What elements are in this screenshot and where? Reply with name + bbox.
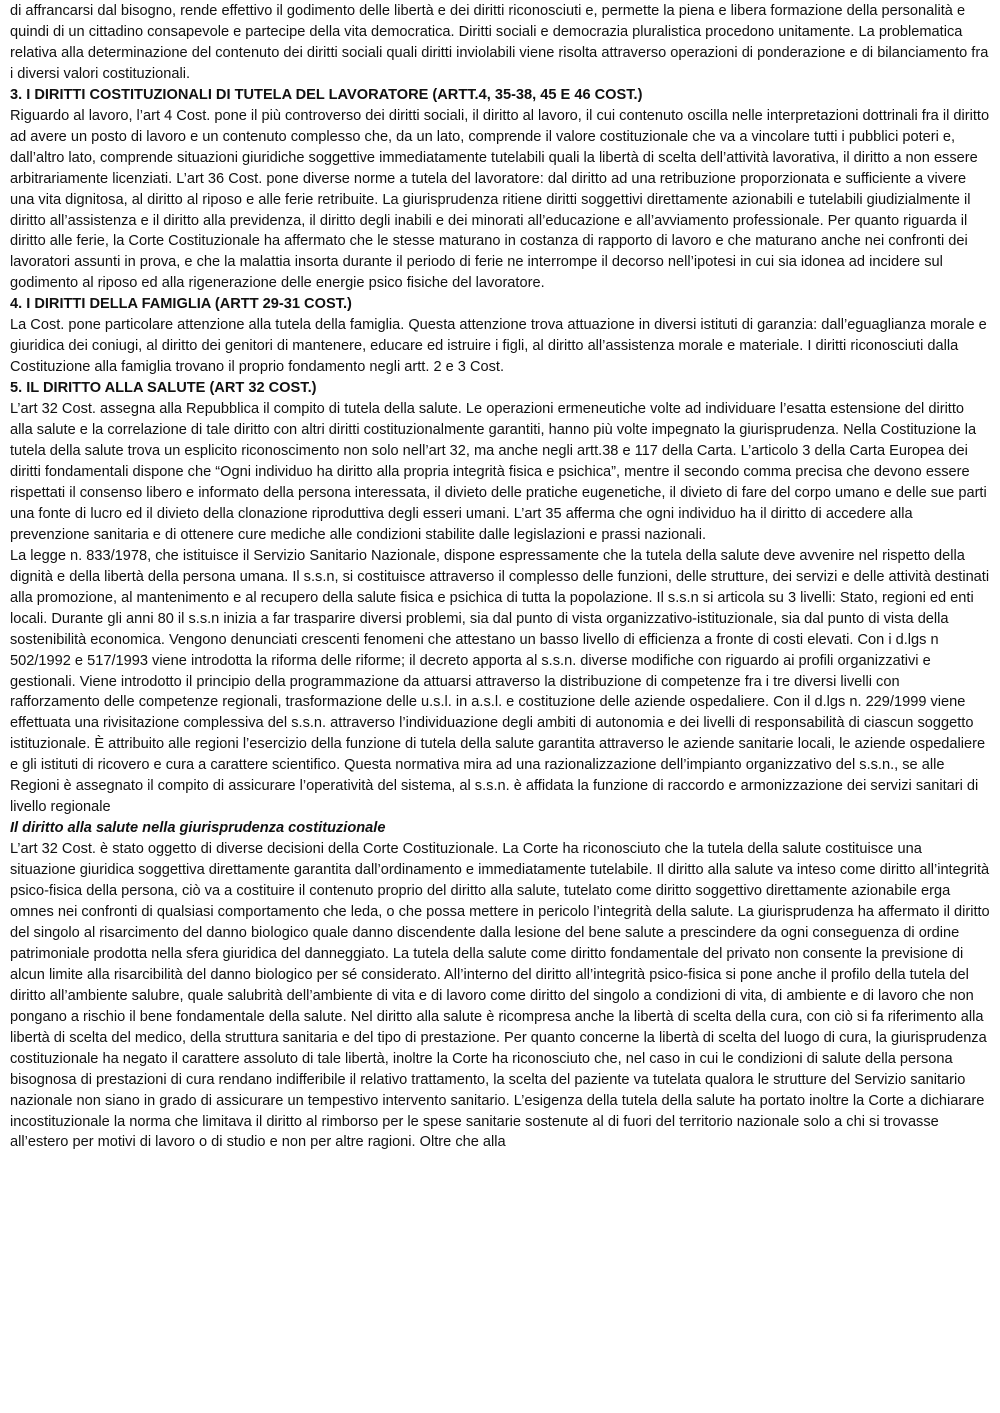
- section-5-heading: 5. IL DIRITTO ALLA SALUTE (ART 32 COST.): [10, 380, 317, 397]
- section-4-heading: 4. I DIRITTI DELLA FAMIGLIA (ARTT 29-31 COST.): [10, 296, 352, 313]
- section-5-paragraph-2: La legge n. 833/1978, che istituisce il Servizio Sanitario Nazionale, dispone espressamente che la tutela della salute deve avvenire nel rispetto della dignità e della libertà della persona umana. Il s.s.n, si costituisce attraverso il complesso delle funzioni, delle strutture, dei servizi e delle attività destinati alla promozione, al mantenimento e al recupero della salute fisica e psichica di tutta la popolazione. Il s.s.n si articola su 3 livelli: Stato, regioni ed enti locali. Durante gli anni 80 il s.s.n inizia a far trasparire diversi problemi, sia dal punto di vista organizzativo-istituzionale, sia dal punto di vista della sostenibilità economica. Vengono denunciati crescenti fenomeni che attestano un basso livello di efficienza a fronte di costi elevati. Con i d.lgs n 502/1992 e 517/1993 viene introdotta la riforma delle riforme; il decreto apporta al s.s.n. diverse modifiche con riguardo ai profili organizzativi e gestionali. Viene introdotto il principio della programmazione da attuarsi attraverso la distribuzione di competenze fra i tre diversi livelli con rafforzamento delle competenze regionali, trasformazione delle u.s.l. in a.s.l. e costituzione delle aziende ospedaliere. Con il d.lgs n. 229/1999 viene effettuata una rivisitazione complessiva del s.s.n. attraverso l’individuazione degli ambiti di autonomia e dei livelli di responsabilità di ciascun soggetto istituzionale. È attribuito alle regioni l’esercizio della funzione di tutela della salute garantita attraverso le aziende sanitarie locali, le aziende ospedaliere e gli istituti di ricovero e cura a carattere scientifico. Questa normativa mira ad una razionalizzazione dell’impianto organizzativo del s.s.n., se alle Regioni è assegnato il compito di assicurare l’operatività del sistema, al s.s.n. è affidata la funzione di raccordo e armonizzazione dei servizi sanitari di livello regionale: [10, 547, 990, 816]
- section-3-heading: 3. I DIRITTI COSTITUZIONALI DI TUTELA DEL LAVORATORE (ARTT.4, 35-38, 45 E 46 COST.): [10, 86, 643, 103]
- subsection-heading-giurisprudenza: Il diritto alla salute nella giurisprudenza costituzionale: [10, 820, 386, 837]
- subsection-paragraph: L’art 32 Cost. è stato oggetto di diverse decisioni della Corte Costituzionale. La Corte ha riconosciuto che la tutela della salute costituisce una situazione giuridica soggettiva direttamente garantita dall’ordinamento e immediatamente tutelabile. Il diritto alla salute va inteso come diritto all’integrità psico-fisica della persona, ciò va a costituire il contenuto proprio del diritto alla salute, tutelato come diritto soggettivo direttamente azionabile erga omnes nei confronti di qualsiasi comportamento che leda, o che possa mettere in pericolo l’integrità della salute. La giurisprudenza ha affermato il diritto del singolo al risarcimento del danno biologico quale danno discendente dalla lesione del bene salute a prescindere da ogni conseguenza di ordine patrimoniale prodotta nella sfera giuridica del danneggiato. La tutela della salute come diritto fondamentale del privato non consente la previsione di alcun limite alla risarcibilità del danno biologico per sé considerato. All’interno del diritto all’integrità psico-fisica si pone anche il profilo della tutela del diritto all’ambiente salubre, quale salubrità dell’ambiente di vita e di lavoro come diritto del singolo a condizioni di vita, di ambiente e di lavoro che non pongano a rischio il bene fondamentale della salute. Nel diritto alla salute è ricompresa anche la libertà di scelta della cura, con ciò si fa riferimento alla libertà di scelta del medico, della struttura sanitaria e del tipo di prestazione. Per quanto concerne la libertà di scelta del luogo di cura, la giurisprudenza costituzionale ha negato il carattere assoluto di tale libertà, inoltre la Corte ha riconosciuto che, nel caso in cui le condizioni di salute della persona bisognosa di prestazioni di cura rendano indifferibile il relativo trattamento, la scelta del paziente va tutelata qualora le strutture del Servizio sanitario nazionale non siano in grado di assicurare un tempestivo intervento sanitario. L’esigenza della tutela della salute ha portato inoltre la Corte a dichiarare incostituzionale la norma che limitava il diritto al rimborso per le spese sanitarie sostenute al di fuori del territorio nazionale solo a chi si trovasse all’estero per motivi di lavoro o di studio e non per altre ragioni. Oltre che alla: [10, 841, 990, 1151]
- section-3-paragraph: Riguardo al lavoro, l’art 4 Cost. pone il più controverso dei diritti sociali, il diritto al lavoro, il cui contenuto oscilla nelle interpretazioni dottrinali fra il diritto ad avere un posto di lavoro e un contenuto complesso che, da un lato, comprende il valore costituzionale che va a vincolare tutti i pubblici poteri e, dall’altro lato, comprende situazioni giuridiche soggettive immediatamente tutelabili quali la libertà di scelta dell’attività lavorativa, il diritto a non essere arbitrariamente licenziati. L’art 36 Cost. pone diverse norme a tutela del lavoratore: dal diritto ad una retribuzione proporzionata e sufficiente a vivere una vita dignitosa, al diritto al riposo e alle ferie retribuite. La giurisprudenza ritiene diritti soggettivi direttamente azionabili e tutelabili giudizialmente il diritto all’assistenza e il diritto alla previdenza, il diritto degli inabili e dei minorati all’educazione e all’avviamento professionale. Per quanto riguarda il diritto alle ferie, la Corte Costituzionale ha affermato che le stesse maturano in costanza di rapporto di lavoro e che maturano anche nei confronti dei lavoratori assunti in prova, e che la malattia insorta durante il periodo di ferie ne interrompe il decorso nell’ipotesi in cui sia idonea ad incidere sul godimento al riposo ed alla rigenerazione delle energie psico fisiche del lavoratore.: [10, 107, 990, 292]
- section-5-paragraph-1: L’art 32 Cost. assegna alla Repubblica il compito di tutela della salute. Le operazioni ermeneutiche volte ad individuare l’esatta estensione del diritto alla salute e la correlazione di tale diritto con altri diritti costituzionalmente garantiti, hanno più volte impegnato la giurisprudenza. Nella Costituzione la tutela della salute trova un esplicito riconoscimento non solo nell’art 32, ma anche negli artt.38 e 117 della Carta. L’articolo 3 della Carta Europea dei diritti fondamentali dispone che “Ogni individuo ha diritto alla propria integrità fisica e psichica”, mentre il secondo comma precisa che devono essere rispettati il consenso libero e informato della persona interessata, il divieto delle pratiche eugenetiche, il divieto di fare del corpo umano e delle sue parti una fonte di lucro ed il divieto della clonazione riproduttiva degli esseri umani. L’art 35 afferma che ogni individuo ha il diritto di accedere alla prevenzione sanitaria e di ottenere cure mediche alle condizioni stabilite dalle legislazioni e prassi nazionali.: [10, 401, 987, 543]
- paragraph-intro-continuation: di affrancarsi dal bisogno, rende effettivo il godimento delle libertà e dei diritti riconosciuti e, permette la piena e libera formazione della personalità e quindi di un cittadino consapevole e partecipe della vita democratica. Diritti sociali e democrazia pluralistica procedono unitamente. La problematica relativa alla determinazione del contenuto dei diritti sociali quali diritti inviolabili viene risolta attraverso operazioni di ponderazione e di bilanciamento fra i diversi valori costituzionali.: [10, 3, 989, 82]
- section-4-paragraph: La Cost. pone particolare attenzione alla tutela della famiglia. Questa attenzione trova attuazione in diversi istituti di garanzia: dall’eguaglianza morale e giuridica dei coniugi, al diritto dei genitori di mantenere, educare ed istruire i figli, al diritto all’assistenza morale e materiale. I diritti riconosciuti dalla Costituzione alla famiglia trovano il proprio fondamento negli artt. 2 e 3 Cost.: [10, 317, 987, 376]
